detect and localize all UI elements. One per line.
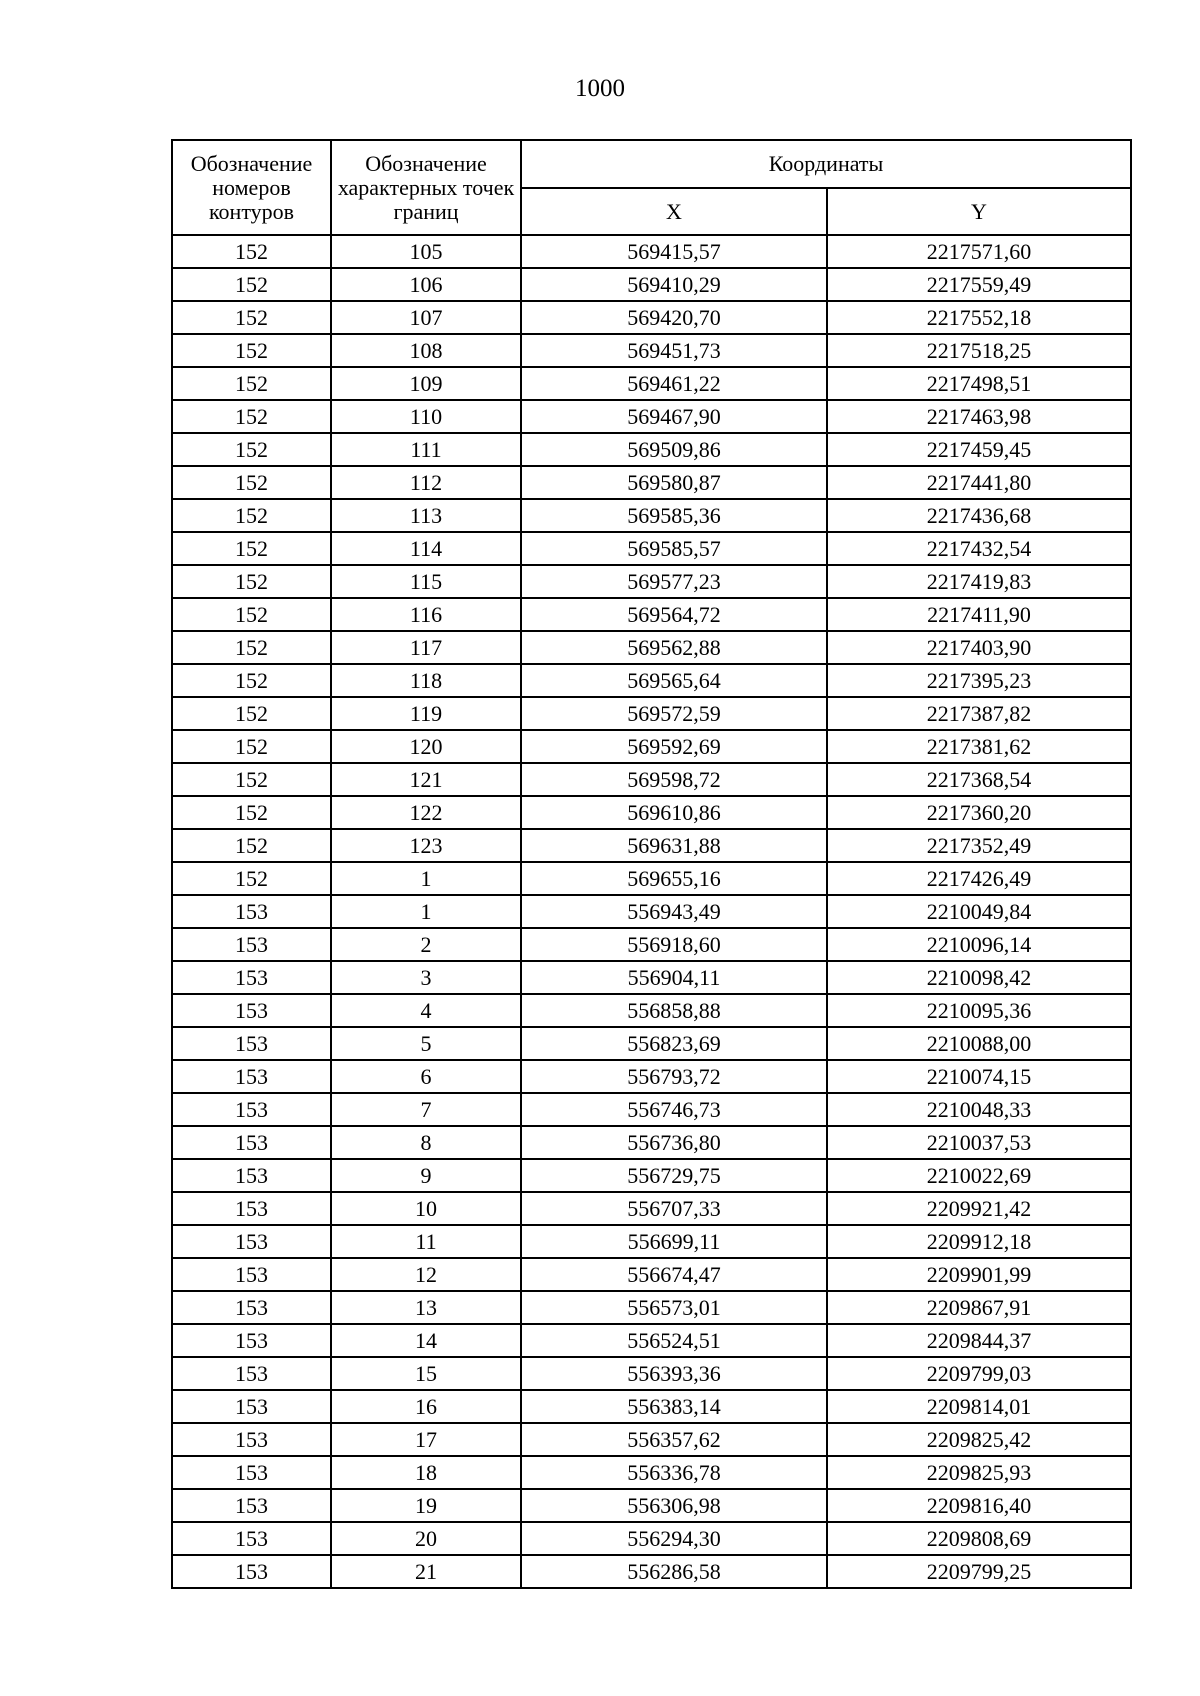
cell-contour: 153 (172, 1555, 331, 1588)
cell-x: 569585,36 (521, 499, 827, 532)
cell-point: 105 (331, 235, 521, 268)
cell-contour: 153 (172, 928, 331, 961)
cell-x: 556294,30 (521, 1522, 827, 1555)
cell-y: 2217518,25 (827, 334, 1131, 367)
cell-point: 19 (331, 1489, 521, 1522)
table-row (172, 268, 1131, 301)
cell-x: 569565,64 (521, 664, 827, 697)
table-row (172, 367, 1131, 400)
cell-contour: 153 (172, 994, 331, 1027)
table-row (172, 1060, 1131, 1093)
cell-point: 122 (331, 796, 521, 829)
cell-x: 556306,98 (521, 1489, 827, 1522)
table-row (172, 334, 1131, 367)
cell-contour: 152 (172, 235, 331, 268)
table-row (172, 1126, 1131, 1159)
cell-contour: 152 (172, 301, 331, 334)
cell-y: 2217419,83 (827, 565, 1131, 598)
cell-point: 13 (331, 1291, 521, 1324)
cell-contour: 153 (172, 1192, 331, 1225)
cell-y: 2210096,14 (827, 928, 1131, 961)
cell-point: 118 (331, 664, 521, 697)
cell-y: 2217459,45 (827, 433, 1131, 466)
table-row (172, 895, 1131, 928)
table-row (172, 499, 1131, 532)
cell-x: 556336,78 (521, 1456, 827, 1489)
cell-y: 2217441,80 (827, 466, 1131, 499)
cell-x: 556699,11 (521, 1225, 827, 1258)
cell-x: 569564,72 (521, 598, 827, 631)
header-coordinates: Координаты (521, 140, 1131, 188)
cell-point: 2 (331, 928, 521, 961)
table-row (172, 1555, 1131, 1588)
table-row (172, 1390, 1131, 1423)
cell-y: 2209912,18 (827, 1225, 1131, 1258)
cell-point: 110 (331, 400, 521, 433)
cell-point: 14 (331, 1324, 521, 1357)
table-row (172, 301, 1131, 334)
cell-x: 569562,88 (521, 631, 827, 664)
table-row (172, 1522, 1131, 1555)
table-row (172, 1093, 1131, 1126)
cell-y: 2209808,69 (827, 1522, 1131, 1555)
cell-x: 569598,72 (521, 763, 827, 796)
cell-y: 2217426,49 (827, 862, 1131, 895)
cell-y: 2217352,49 (827, 829, 1131, 862)
cell-y: 2217395,23 (827, 664, 1131, 697)
cell-y: 2217463,98 (827, 400, 1131, 433)
cell-y: 2217432,54 (827, 532, 1131, 565)
cell-contour: 152 (172, 499, 331, 532)
cell-x: 569420,70 (521, 301, 827, 334)
cell-point: 123 (331, 829, 521, 862)
cell-point: 109 (331, 367, 521, 400)
cell-x: 556357,62 (521, 1423, 827, 1456)
cell-contour: 153 (172, 1489, 331, 1522)
cell-contour: 152 (172, 697, 331, 730)
cell-x: 569610,86 (521, 796, 827, 829)
cell-contour: 152 (172, 565, 331, 598)
cell-y: 2209825,93 (827, 1456, 1131, 1489)
cell-x: 556736,80 (521, 1126, 827, 1159)
cell-x: 556746,73 (521, 1093, 827, 1126)
cell-point: 18 (331, 1456, 521, 1489)
cell-contour: 152 (172, 862, 331, 895)
cell-x: 556904,11 (521, 961, 827, 994)
cell-x: 556286,58 (521, 1555, 827, 1588)
cell-contour: 152 (172, 400, 331, 433)
cell-contour: 152 (172, 631, 331, 664)
cell-point: 11 (331, 1225, 521, 1258)
cell-point: 10 (331, 1192, 521, 1225)
cell-y: 2210022,69 (827, 1159, 1131, 1192)
cell-contour: 152 (172, 796, 331, 829)
table-row (172, 862, 1131, 895)
cell-x: 569592,69 (521, 730, 827, 763)
cell-x: 556729,75 (521, 1159, 827, 1192)
cell-x: 556524,51 (521, 1324, 827, 1357)
cell-point: 114 (331, 532, 521, 565)
cell-point: 116 (331, 598, 521, 631)
cell-x: 569467,90 (521, 400, 827, 433)
cell-point: 12 (331, 1258, 521, 1291)
cell-point: 9 (331, 1159, 521, 1192)
cell-point: 107 (331, 301, 521, 334)
cell-contour: 153 (172, 1159, 331, 1192)
cell-y: 2209867,91 (827, 1291, 1131, 1324)
cell-y: 2210048,33 (827, 1093, 1131, 1126)
table-row (172, 1225, 1131, 1258)
cell-point: 21 (331, 1555, 521, 1588)
table-row (172, 1159, 1131, 1192)
cell-x: 556393,36 (521, 1357, 827, 1390)
cell-x: 569580,87 (521, 466, 827, 499)
table-row (172, 1192, 1131, 1225)
cell-y: 2217387,82 (827, 697, 1131, 730)
cell-contour: 152 (172, 367, 331, 400)
cell-contour: 153 (172, 1027, 331, 1060)
cell-y: 2210074,15 (827, 1060, 1131, 1093)
cell-point: 115 (331, 565, 521, 598)
cell-x: 556707,33 (521, 1192, 827, 1225)
table-row (172, 598, 1131, 631)
cell-y: 2210049,84 (827, 895, 1131, 928)
cell-y: 2209814,01 (827, 1390, 1131, 1423)
cell-y: 2217411,90 (827, 598, 1131, 631)
header-x: X (521, 188, 827, 235)
cell-point: 108 (331, 334, 521, 367)
cell-y: 2217552,18 (827, 301, 1131, 334)
table-row (172, 400, 1131, 433)
cell-y: 2217498,51 (827, 367, 1131, 400)
page-number: 1000 (575, 75, 625, 102)
cell-x: 569577,23 (521, 565, 827, 598)
cell-y: 2210088,00 (827, 1027, 1131, 1060)
cell-y: 2217436,68 (827, 499, 1131, 532)
cell-contour: 152 (172, 532, 331, 565)
cell-contour: 153 (172, 1522, 331, 1555)
cell-x: 569572,59 (521, 697, 827, 730)
cell-contour: 152 (172, 598, 331, 631)
table-row (172, 829, 1131, 862)
table-row (172, 1357, 1131, 1390)
cell-point: 7 (331, 1093, 521, 1126)
cell-y: 2209799,03 (827, 1357, 1131, 1390)
cell-x: 569509,86 (521, 433, 827, 466)
cell-point: 106 (331, 268, 521, 301)
table-row (172, 235, 1131, 268)
cell-x: 569655,16 (521, 862, 827, 895)
cell-x: 569631,88 (521, 829, 827, 862)
cell-contour: 153 (172, 895, 331, 928)
cell-point: 121 (331, 763, 521, 796)
cell-y: 2209799,25 (827, 1555, 1131, 1588)
cell-contour: 153 (172, 1093, 331, 1126)
cell-contour: 153 (172, 1357, 331, 1390)
cell-x: 569410,29 (521, 268, 827, 301)
table-row (172, 796, 1131, 829)
table-row (172, 433, 1131, 466)
table-row (172, 1291, 1131, 1324)
cell-y: 2217559,49 (827, 268, 1131, 301)
table-row (172, 1489, 1131, 1522)
cell-contour: 152 (172, 664, 331, 697)
cell-point: 119 (331, 697, 521, 730)
cell-point: 120 (331, 730, 521, 763)
cell-point: 113 (331, 499, 521, 532)
cell-point: 6 (331, 1060, 521, 1093)
cell-point: 3 (331, 961, 521, 994)
table-row (172, 1456, 1131, 1489)
cell-x: 556674,47 (521, 1258, 827, 1291)
cell-x: 569585,57 (521, 532, 827, 565)
cell-point: 15 (331, 1357, 521, 1390)
cell-contour: 152 (172, 334, 331, 367)
table-row (172, 532, 1131, 565)
cell-x: 556823,69 (521, 1027, 827, 1060)
cell-x: 556943,49 (521, 895, 827, 928)
cell-point: 1 (331, 895, 521, 928)
cell-y: 2210037,53 (827, 1126, 1131, 1159)
cell-point: 17 (331, 1423, 521, 1456)
cell-contour: 153 (172, 1324, 331, 1357)
cell-x: 556793,72 (521, 1060, 827, 1093)
cell-y: 2217403,90 (827, 631, 1131, 664)
cell-contour: 153 (172, 1060, 331, 1093)
cell-contour: 153 (172, 961, 331, 994)
cell-point: 5 (331, 1027, 521, 1060)
cell-x: 556858,88 (521, 994, 827, 1027)
cell-y: 2209825,42 (827, 1423, 1131, 1456)
table-row (172, 1027, 1131, 1060)
cell-contour: 153 (172, 1291, 331, 1324)
cell-contour: 152 (172, 433, 331, 466)
cell-y: 2217360,20 (827, 796, 1131, 829)
cell-contour: 153 (172, 1423, 331, 1456)
header-boundary-points: Обозначение характерных точек границ (331, 140, 521, 235)
cell-point: 112 (331, 466, 521, 499)
cell-contour: 152 (172, 268, 331, 301)
cell-y: 2209901,99 (827, 1258, 1131, 1291)
cell-point: 111 (331, 433, 521, 466)
cell-y: 2209816,40 (827, 1489, 1131, 1522)
table-body (172, 235, 1131, 1588)
table-row (172, 1258, 1131, 1291)
cell-point: 16 (331, 1390, 521, 1423)
cell-x: 569461,22 (521, 367, 827, 400)
cell-x: 556573,01 (521, 1291, 827, 1324)
table-row (172, 565, 1131, 598)
cell-y: 2209844,37 (827, 1324, 1131, 1357)
header-y: Y (827, 188, 1131, 235)
table-row (172, 730, 1131, 763)
cell-y: 2210095,36 (827, 994, 1131, 1027)
cell-x: 556918,60 (521, 928, 827, 961)
table-row (172, 631, 1131, 664)
cell-contour: 152 (172, 730, 331, 763)
cell-contour: 152 (172, 466, 331, 499)
cell-y: 2209921,42 (827, 1192, 1131, 1225)
cell-point: 20 (331, 1522, 521, 1555)
table-row (172, 763, 1131, 796)
cell-x: 556383,14 (521, 1390, 827, 1423)
cell-contour: 153 (172, 1456, 331, 1489)
table-row (172, 961, 1131, 994)
table-row (172, 697, 1131, 730)
cell-point: 4 (331, 994, 521, 1027)
table-row (172, 664, 1131, 697)
table-row (172, 466, 1131, 499)
header-contour-numbers: Обозначение номеров контуров (172, 140, 331, 235)
cell-y: 2210098,42 (827, 961, 1131, 994)
cell-contour: 153 (172, 1225, 331, 1258)
cell-contour: 152 (172, 763, 331, 796)
cell-point: 117 (331, 631, 521, 664)
cell-contour: 152 (172, 829, 331, 862)
table-row (172, 994, 1131, 1027)
cell-point: 8 (331, 1126, 521, 1159)
cell-contour: 153 (172, 1126, 331, 1159)
coordinates-table (171, 139, 1132, 1589)
table-row (172, 1324, 1131, 1357)
cell-contour: 153 (172, 1390, 331, 1423)
cell-contour: 153 (172, 1258, 331, 1291)
table-row (172, 928, 1131, 961)
cell-y: 2217381,62 (827, 730, 1131, 763)
cell-y: 2217571,60 (827, 235, 1131, 268)
cell-point: 1 (331, 862, 521, 895)
table-row (172, 1423, 1131, 1456)
cell-x: 569451,73 (521, 334, 827, 367)
cell-y: 2217368,54 (827, 763, 1131, 796)
cell-x: 569415,57 (521, 235, 827, 268)
